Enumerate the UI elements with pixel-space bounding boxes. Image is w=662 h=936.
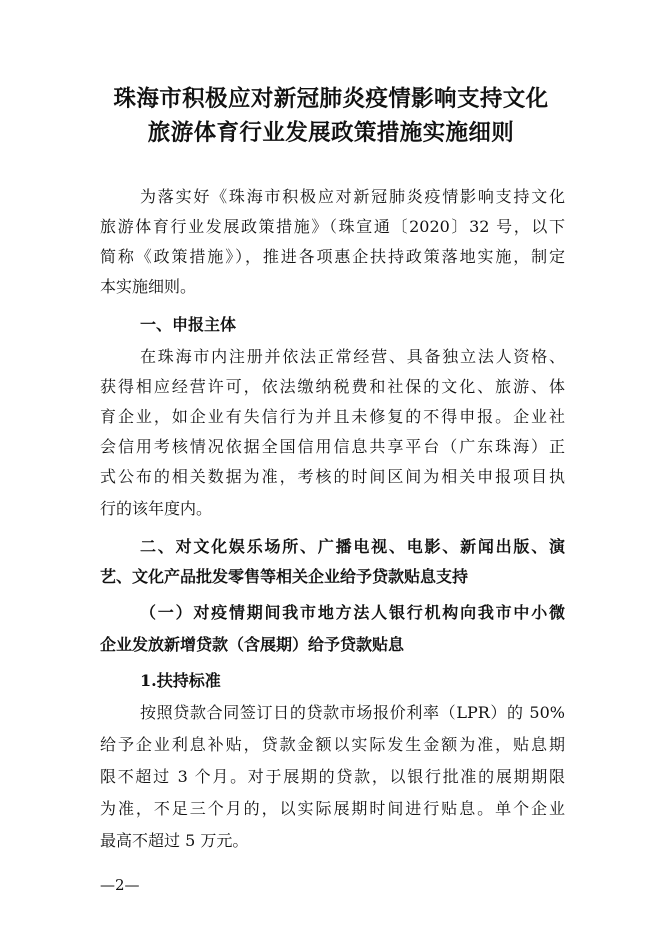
intro-line-4: 本实施细则。 xyxy=(100,277,197,296)
subsection-1-heading-line-2: 企业发放新增贷款（含展期）给予贷款贴息 xyxy=(100,635,405,654)
section-1-line-4: 会信用考核情况依据全国信用信息共享平台（广东珠海）正 xyxy=(100,437,565,456)
section-1-line-2: 获得相应经营许可，依法缴纳税费和社保的文化、旅游、体 xyxy=(100,377,565,396)
section-1-heading: 一、申报主体 xyxy=(140,315,237,334)
section-1-line-6: 行的该年度内。 xyxy=(100,499,213,518)
section-1-line-5: 式公布的相关数据为准，考核的时间区间为相关申报项目执 xyxy=(100,467,565,486)
item-1-line-4: 为准，不足三个月的，以实际展期时间进行贴息。单个企业 xyxy=(100,799,565,818)
intro-line-2: 旅游体育行业发展政策措施》（珠宣通〔2020〕32 号，以下 xyxy=(100,217,565,236)
section-2-heading-line-2: 艺、文化产品批发零售等相关企业给予贷款贴息支持 xyxy=(100,567,469,586)
item-1-line-3: 限不超过 3 个月。对于展期的贷款，以银行批准的展期期限 xyxy=(100,767,565,786)
section-1-line-1: 在珠海市内注册并依法正常经营、具备独立法人资格、 xyxy=(140,347,565,366)
item-1-heading: 1.扶持标准 xyxy=(140,671,221,690)
intro-line-3: 简称《政策措施》），推进各项惠企扶持政策落地实施，制定 xyxy=(100,247,565,266)
document-title-line-2: 旅游体育行业发展政策措施实施细则 xyxy=(147,120,515,146)
item-1-line-2: 给予企业利息补贴，贷款金额以实际发生金额为准，贴息期 xyxy=(100,735,565,754)
section-2-heading-line-1: 二、对文化娱乐场所、广播电视、电影、新闻出版、演 xyxy=(140,537,565,556)
page-number: —2— xyxy=(100,876,140,894)
item-1-line-1: 按照贷款合同签订日的贷款市场报价利率（LPR）的 50% xyxy=(140,703,565,722)
intro-line-1: 为落实好《珠海市积极应对新冠肺炎疫情影响支持文化 xyxy=(140,187,565,206)
document-title-line-1: 珠海市积极应对新冠肺炎疫情影响支持文化 xyxy=(113,86,549,112)
subsection-1-heading-line-1: （一）对疫情期间我市地方法人银行机构向我市中小微 xyxy=(140,603,565,622)
item-1-line-5: 最高不超过 5 万元。 xyxy=(100,831,249,850)
section-1-line-3: 育企业，如企业有失信行为并且未修复的不得申报。企业社 xyxy=(100,407,565,426)
